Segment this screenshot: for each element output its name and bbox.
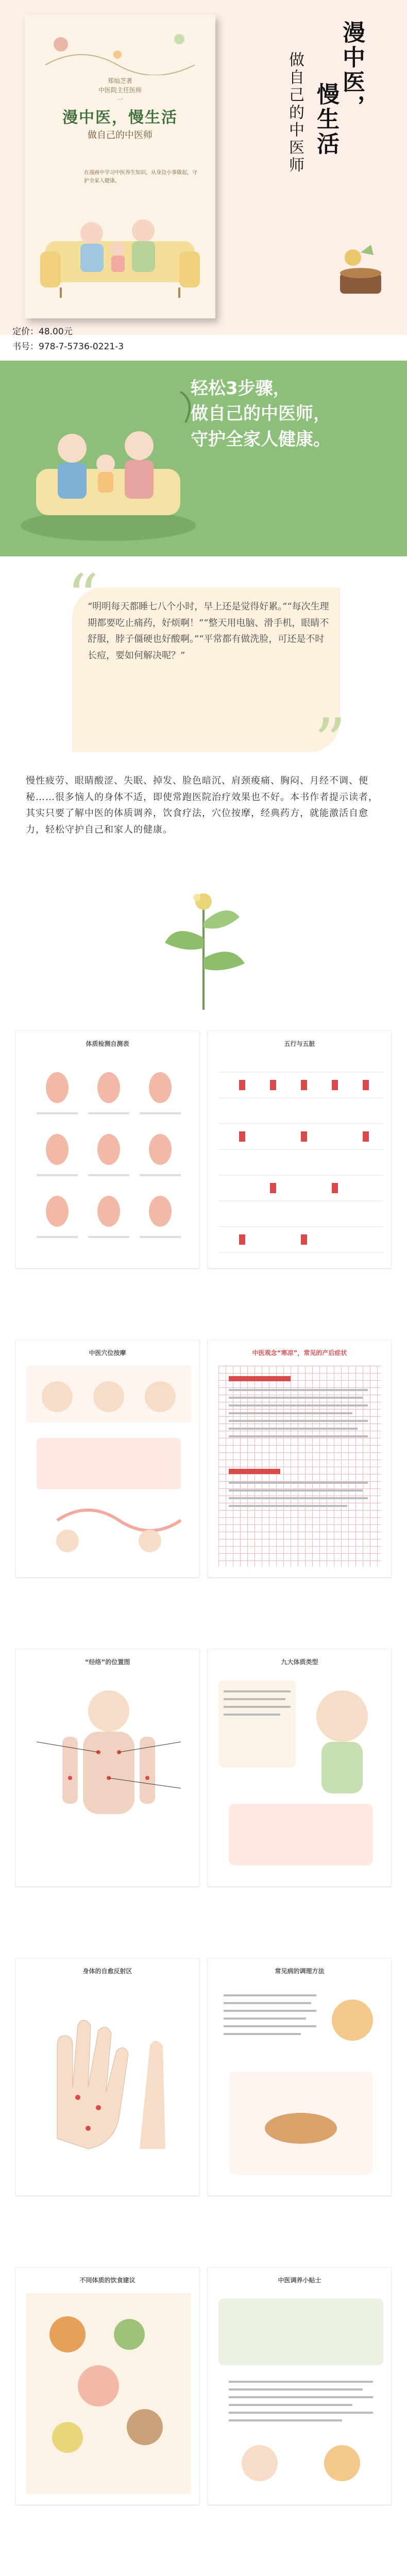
quote-text: “明明每天都睡七八个小时，早上还是觉得好累。”“每次生理期都要吃止痛药，好烦啊！”“整天用电脑、滑手机，眼睛不舒服，脖子僵硬也好酸啊。”“平常都有做洗脸，可还是不时长痘，要如何解决呢？” xyxy=(88,601,329,661)
food-illustration xyxy=(26,2293,191,2494)
price-label: 定价：48.00元 xyxy=(12,327,73,337)
vertical-title xyxy=(286,21,366,216)
banner-line-1: 轻松3步骤， xyxy=(191,378,291,399)
author-title: 中医院主任医师 xyxy=(98,87,142,94)
sample-page-right xyxy=(208,1958,392,2196)
sample-page-left xyxy=(15,2267,199,2505)
sample-page-right xyxy=(208,1649,392,1887)
sample-spread-5 xyxy=(15,2267,392,2504)
hand-reflex-illustration xyxy=(26,1984,191,2185)
price-info xyxy=(12,325,124,354)
page-heading: “经络”的位置图 xyxy=(84,1658,130,1666)
sample-spread-4 xyxy=(15,1958,392,2195)
page-heading: 中医穴位按摩 xyxy=(89,1349,126,1357)
herb-plant-illustration xyxy=(155,876,252,1010)
green-banner xyxy=(0,361,407,556)
meridian-body-illustration xyxy=(26,1675,191,1876)
page-heading: 中医调养小贴士 xyxy=(278,2277,321,2284)
sample-page-left xyxy=(15,1649,199,1887)
constitution-illustration xyxy=(218,1675,383,1876)
open-quote-icon: “ xyxy=(67,562,99,633)
sample-page-right xyxy=(208,1340,392,1578)
page-heading: 九大体质类型 xyxy=(281,1658,318,1666)
remedy-illustration xyxy=(218,1984,383,2185)
book-subtitle: 做自己的中医师 xyxy=(88,130,152,141)
book-cover xyxy=(25,14,215,318)
intro-paragraph: 慢性疲劳、眼睛酸涩、失眠、掉发、脸色暗沉、肩颈痠痛、胸闷、月经不调、便秘……很多恼人的身体不适，即使常跑医院治疗效果也不好。本书作者提示读者，其实只要了解中医的体质调养，饮食疗法，穴位按摩，经典药方，就能激活自愈力，轻松守护自己和家人的健康。 xyxy=(26,775,378,835)
author-extra: 一 xyxy=(116,96,123,103)
close-quote-icon: ” xyxy=(314,706,346,777)
sample-spread-2 xyxy=(15,1340,392,1577)
banner-line-2: 做自己的中医师， xyxy=(191,403,331,425)
page-heading: 不同体质的饮食建议 xyxy=(79,2277,135,2284)
decor-illustration xyxy=(40,24,200,75)
acupressure-illustration xyxy=(26,1366,191,1567)
table-illustration xyxy=(218,1057,383,1258)
vertical-title-line2: 慢生活 xyxy=(313,82,339,157)
author-name: 郑灿芝著 xyxy=(107,77,132,84)
page-heading: 五行与五脏 xyxy=(284,1040,315,1047)
banner-line-3: 守护全家人健康。 xyxy=(191,429,331,450)
book-blurb: 在漫画中学习中医养生知识，从身边小事做起，守护全家人健康。 xyxy=(84,170,197,184)
cover-section xyxy=(0,0,407,352)
sample-spread-3 xyxy=(15,1649,392,1886)
tips-illustration xyxy=(218,2293,383,2494)
page-heading: 中医观念“寒凉”，常见的产后症状 xyxy=(252,1349,347,1357)
sample-page-left xyxy=(15,1030,199,1268)
book-title: 漫中医，慢生活 xyxy=(62,109,178,127)
page-heading: 身体的自愈反射区 xyxy=(82,1968,132,1975)
sample-page-left xyxy=(15,1958,199,2196)
sample-page-right xyxy=(208,2267,392,2505)
text-block-illustration xyxy=(218,1366,381,1567)
family-illustration xyxy=(15,392,201,546)
banner-heading xyxy=(191,376,376,452)
tongue-chart-illustration xyxy=(26,1057,191,1252)
cover-author xyxy=(81,76,159,104)
vertical-title-line1: 漫中医， xyxy=(338,21,365,120)
sample-page-left xyxy=(15,1340,199,1578)
page-heading: 体质检测自测表 xyxy=(86,1040,129,1047)
page-heading: 常见病的调理方法 xyxy=(275,1968,325,1975)
quote-box xyxy=(72,587,340,752)
isbn-label: 书号：978-7-5736-0221-3 xyxy=(12,341,124,352)
herbal-medicine-icon xyxy=(330,242,392,304)
sample-page-right xyxy=(208,1030,392,1268)
vertical-subtitle: 做自己的中医师 xyxy=(286,52,304,174)
family-sofa-illustration xyxy=(35,200,205,298)
sample-spread-1 xyxy=(15,1030,392,1267)
